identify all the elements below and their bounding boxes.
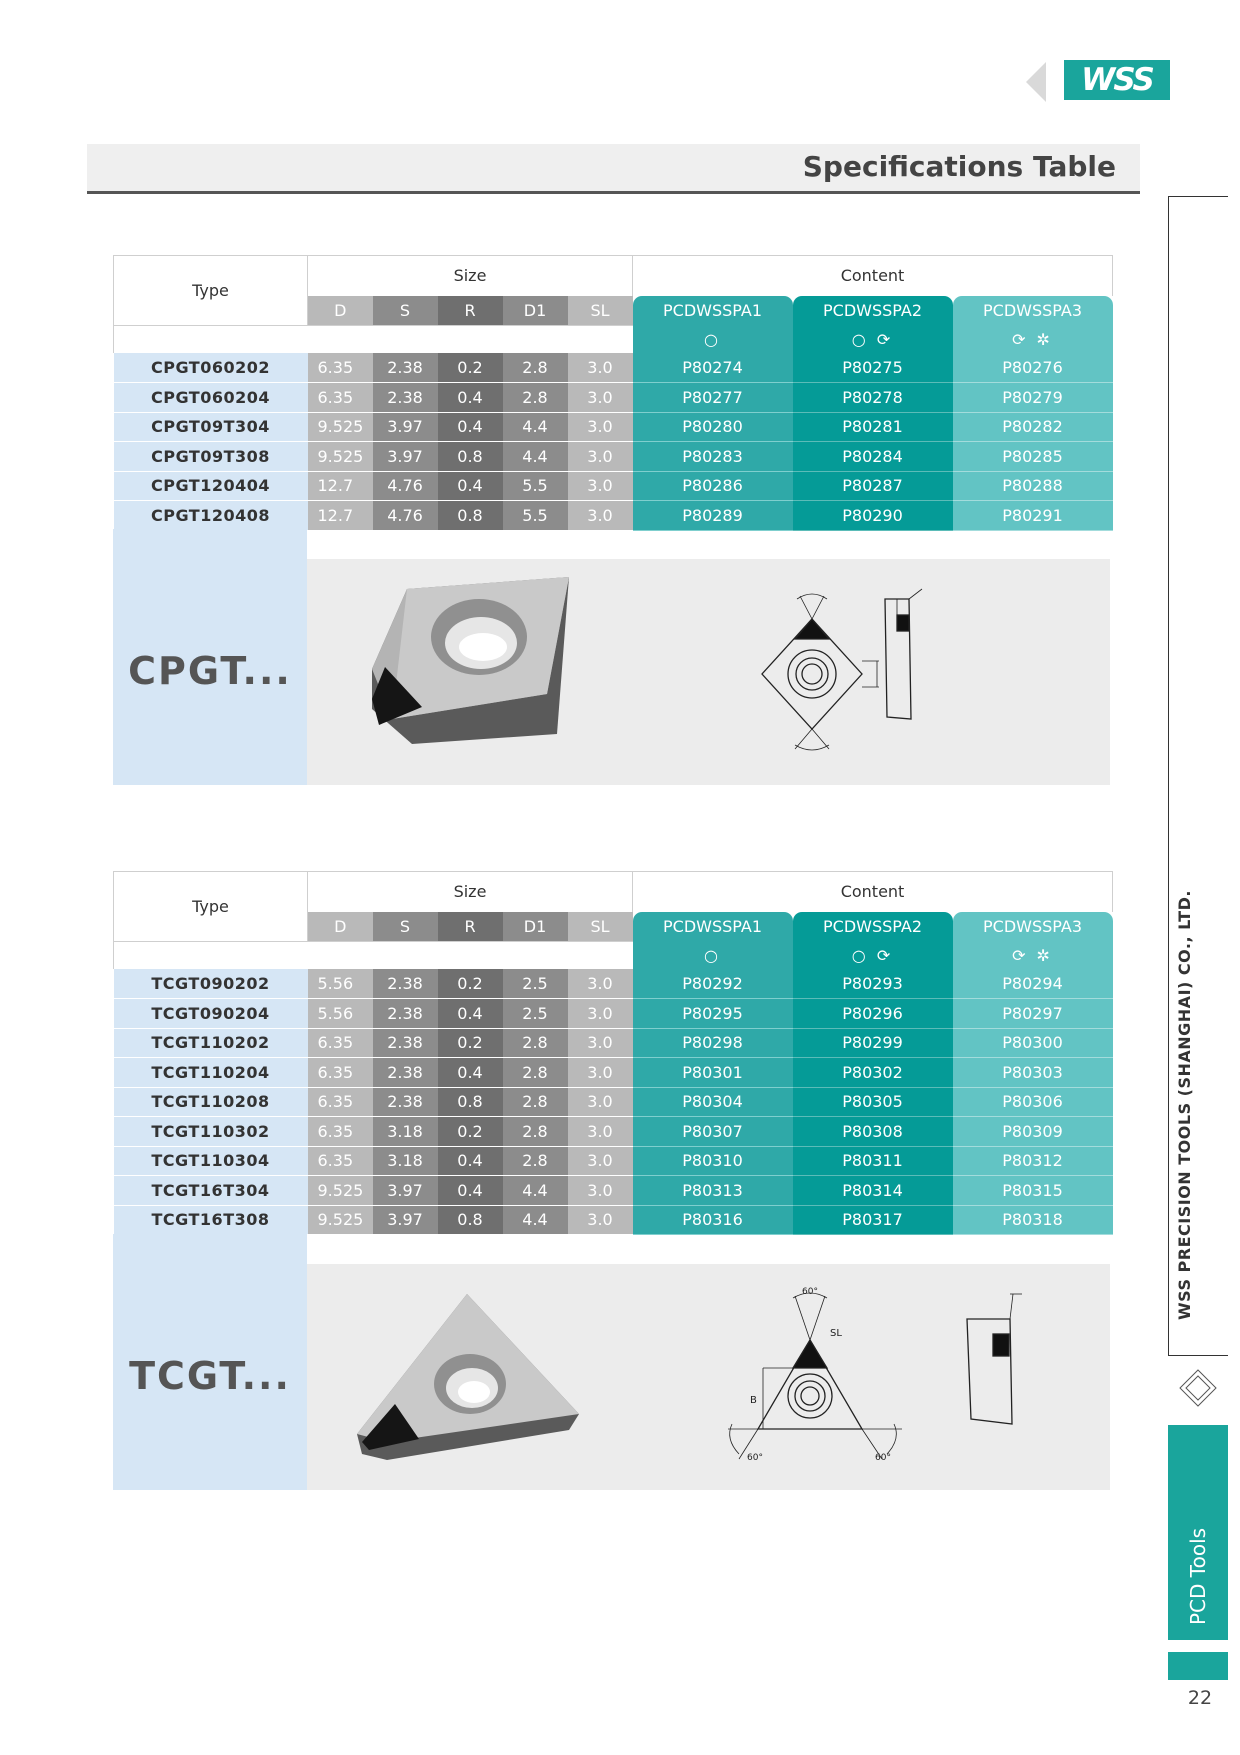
cell-type: TCGT16T308 <box>114 1205 308 1235</box>
cell-pa1: P80310 <box>633 1146 793 1176</box>
cell-type: TCGT090202 <box>114 969 308 999</box>
header-type: Type <box>114 872 308 942</box>
cell-pa1: P80277 <box>633 383 793 413</box>
cell-d: 6.35 <box>308 1028 373 1058</box>
table-row <box>114 999 1113 1029</box>
tcgt-insert-render <box>357 1294 579 1460</box>
table-rows <box>114 353 1113 530</box>
cell-pa3: P80315 <box>953 1176 1113 1206</box>
cell-d: 5.56 <box>308 969 373 999</box>
header-s: S <box>373 912 438 942</box>
cell-type: TCGT090204 <box>114 999 308 1029</box>
cell-type: CPGT09T304 <box>114 412 308 442</box>
cell-r: 0.8 <box>438 442 503 472</box>
cell-pa3: P80300 <box>953 1028 1113 1058</box>
cell-pa3: P80303 <box>953 1058 1113 1088</box>
cell-d1: 2.8 <box>503 1028 568 1058</box>
cell-pa3: P80282 <box>953 412 1113 442</box>
cell-d1: 4.4 <box>503 412 568 442</box>
cell-type: TCGT110208 <box>114 1087 308 1117</box>
diamond-icon <box>1178 1368 1218 1408</box>
cell-pa3: P80288 <box>953 471 1113 501</box>
cell-r: 0.4 <box>438 999 503 1029</box>
cell-pa1: P80286 <box>633 471 793 501</box>
cell-d1: 2.5 <box>503 969 568 999</box>
wss-logo: WSS <box>1064 60 1170 100</box>
cell-sl: 3.0 <box>568 442 633 472</box>
blank-cell <box>114 325 633 353</box>
cell-r: 0.4 <box>438 471 503 501</box>
cell-pa2: P80290 <box>793 501 953 531</box>
cell-s: 2.38 <box>373 383 438 413</box>
logo-arrow-decoration <box>1026 62 1046 102</box>
header-size: Size <box>308 256 633 296</box>
cell-r: 0.4 <box>438 1146 503 1176</box>
cell-pa2: P80278 <box>793 383 953 413</box>
tcgt-angle-right: 60° <box>875 1453 891 1463</box>
header-d: D <box>308 296 373 326</box>
cell-pa2: P80302 <box>793 1058 953 1088</box>
cell-d1: 4.4 <box>503 1205 568 1235</box>
cell-type: TCGT16T304 <box>114 1176 308 1206</box>
cell-pa2: P80317 <box>793 1205 953 1235</box>
cell-pa2: P80311 <box>793 1146 953 1176</box>
header-grade-pa2: PCDWSSPA2 <box>793 912 953 942</box>
cell-pa3: P80297 <box>953 999 1113 1029</box>
cell-sl: 3.0 <box>568 353 633 383</box>
cell-pa2: P80308 <box>793 1117 953 1147</box>
table-row <box>114 1087 1113 1117</box>
tcgt-angle-left: 60° <box>747 1453 763 1463</box>
cell-s: 3.18 <box>373 1146 438 1176</box>
cell-type: CPGT060204 <box>114 383 308 413</box>
cell-type: TCGT110204 <box>114 1058 308 1088</box>
cell-r: 0.4 <box>438 412 503 442</box>
cell-pa1: P80283 <box>633 442 793 472</box>
header-d: D <box>308 912 373 942</box>
cell-s: 4.76 <box>373 501 438 531</box>
cell-sl: 3.0 <box>568 999 633 1029</box>
grade-icon-pa1: ○ <box>633 325 793 353</box>
header-body <box>114 256 1113 354</box>
header-d1: D1 <box>503 912 568 942</box>
cell-r: 0.2 <box>438 969 503 999</box>
cell-pa3: P80276 <box>953 353 1113 383</box>
cell-r: 0.2 <box>438 1028 503 1058</box>
table-row <box>114 471 1113 501</box>
tcgt-drawings <box>307 1264 1110 1490</box>
cell-type: CPGT060202 <box>114 353 308 383</box>
cell-sl: 3.0 <box>568 1176 633 1206</box>
cell-d: 6.35 <box>308 1117 373 1147</box>
cell-r: 0.4 <box>438 1176 503 1206</box>
cell-type: TCGT110302 <box>114 1117 308 1147</box>
cpgt-top-view <box>762 594 879 750</box>
cell-s: 2.38 <box>373 1058 438 1088</box>
cell-s: 2.38 <box>373 353 438 383</box>
sidebar-section-label: PCD Tools <box>1186 1527 1210 1625</box>
cell-r: 0.8 <box>438 1087 503 1117</box>
grade-icon-pa2: ○ ⟳ <box>793 325 953 353</box>
header-s: S <box>373 296 438 326</box>
tcgt-image-panel <box>307 1264 1110 1490</box>
cell-pa1: P80307 <box>633 1117 793 1147</box>
cell-pa1: P80280 <box>633 412 793 442</box>
cell-d: 5.56 <box>308 999 373 1029</box>
cell-s: 3.97 <box>373 442 438 472</box>
cpgt-drawings <box>307 559 1110 785</box>
cell-d1: 5.5 <box>503 471 568 501</box>
cpgt-insert-render <box>372 577 569 744</box>
blank-cell <box>114 941 633 969</box>
grade-icon-pa3: ⟳ ✲ <box>953 325 1113 353</box>
cell-pa3: P80312 <box>953 1146 1113 1176</box>
cell-d: 9.525 <box>308 412 373 442</box>
table-row <box>114 501 1113 531</box>
header-content: Content <box>633 872 1113 912</box>
cell-pa3: P80279 <box>953 383 1113 413</box>
cell-pa1: P80304 <box>633 1087 793 1117</box>
tcgt-side-view <box>967 1294 1022 1424</box>
header-d1: D1 <box>503 296 568 326</box>
cpgt-label-panel <box>113 529 307 785</box>
cell-pa3: P80318 <box>953 1205 1113 1235</box>
cell-s: 4.76 <box>373 471 438 501</box>
sidebar-section-tab <box>1168 1425 1228 1640</box>
cell-d1: 2.8 <box>503 1117 568 1147</box>
cell-pa1: P80289 <box>633 501 793 531</box>
table-row <box>114 1058 1113 1088</box>
sidebar-company-name: WSS PRECISION TOOLS (SHANGHAI) CO., LTD. <box>1175 890 1194 1320</box>
cell-s: 3.18 <box>373 1117 438 1147</box>
header-r: R <box>438 912 503 942</box>
cell-r: 0.2 <box>438 353 503 383</box>
table-row <box>114 353 1113 383</box>
cell-r: 0.2 <box>438 1117 503 1147</box>
cell-pa2: P80287 <box>793 471 953 501</box>
spec-table-tcgt <box>113 871 1113 1235</box>
grade-icon-pa1: ○ <box>633 941 793 969</box>
cell-pa3: P80306 <box>953 1087 1113 1117</box>
header-body <box>114 872 1113 970</box>
grade-icon-pa3: ⟳ ✲ <box>953 941 1113 969</box>
cell-d: 6.35 <box>308 1058 373 1088</box>
cell-sl: 3.0 <box>568 1205 633 1235</box>
cell-sl: 3.0 <box>568 501 633 531</box>
table-rows <box>114 969 1113 1235</box>
table-row <box>114 1176 1113 1206</box>
cell-d: 6.35 <box>308 1087 373 1117</box>
page-number: 22 <box>1187 1687 1213 1709</box>
cell-d1: 2.8 <box>503 1146 568 1176</box>
cell-pa3: P80285 <box>953 442 1113 472</box>
table-row <box>114 1205 1113 1235</box>
cell-d: 9.525 <box>308 1205 373 1235</box>
cell-d1: 5.5 <box>503 501 568 531</box>
cell-d1: 2.8 <box>503 1087 568 1117</box>
cell-pa2: P80299 <box>793 1028 953 1058</box>
cell-pa1: P80274 <box>633 353 793 383</box>
header-type: Type <box>114 256 308 326</box>
table-row <box>114 442 1113 472</box>
cell-pa2: P80305 <box>793 1087 953 1117</box>
cell-r: 0.8 <box>438 501 503 531</box>
cell-pa3: P80309 <box>953 1117 1113 1147</box>
cell-d: 12.7 <box>308 471 373 501</box>
cell-pa2: P80314 <box>793 1176 953 1206</box>
header-grade-pa3: PCDWSSPA3 <box>953 296 1113 326</box>
cell-type: CPGT120408 <box>114 501 308 531</box>
tcgt-dim-b: B <box>750 1395 757 1406</box>
cell-r: 0.8 <box>438 1205 503 1235</box>
header-content: Content <box>633 256 1113 296</box>
cpgt-image-panel <box>307 559 1110 785</box>
cell-pa1: P80295 <box>633 999 793 1029</box>
header-grade-pa1: PCDWSSPA1 <box>633 296 793 326</box>
page-title: Specifications Table <box>802 150 1116 183</box>
cell-pa2: P80293 <box>793 969 953 999</box>
cell-r: 0.4 <box>438 383 503 413</box>
cell-pa2: P80284 <box>793 442 953 472</box>
cell-pa1: P80292 <box>633 969 793 999</box>
cell-sl: 3.0 <box>568 969 633 999</box>
table-row <box>114 1146 1113 1176</box>
cell-sl: 3.0 <box>568 1117 633 1147</box>
cell-s: 2.38 <box>373 969 438 999</box>
tcgt-label: TCGT... <box>129 1354 291 1398</box>
cell-d1: 4.4 <box>503 442 568 472</box>
header-grade-pa2: PCDWSSPA2 <box>793 296 953 326</box>
cell-d: 6.35 <box>308 353 373 383</box>
cell-d: 6.35 <box>308 1146 373 1176</box>
cell-s: 2.38 <box>373 999 438 1029</box>
tcgt-label-panel <box>113 1234 307 1490</box>
cell-s: 2.38 <box>373 1028 438 1058</box>
cpgt-side-view <box>885 589 922 719</box>
cell-pa2: P80296 <box>793 999 953 1029</box>
header-grade-pa1: PCDWSSPA1 <box>633 912 793 942</box>
cell-d: 9.525 <box>308 442 373 472</box>
cell-sl: 3.0 <box>568 1087 633 1117</box>
cell-d1: 2.5 <box>503 999 568 1029</box>
cell-sl: 3.0 <box>568 1028 633 1058</box>
spec-table-cpgt <box>113 255 1113 531</box>
cell-pa1: P80316 <box>633 1205 793 1235</box>
cell-r: 0.4 <box>438 1058 503 1088</box>
cell-pa3: P80294 <box>953 969 1113 999</box>
cell-pa1: P80298 <box>633 1028 793 1058</box>
cell-s: 3.97 <box>373 412 438 442</box>
cpgt-label: CPGT... <box>128 649 292 693</box>
tcgt-angle-top: 60° <box>802 1287 818 1297</box>
header-grade-pa3: PCDWSSPA3 <box>953 912 1113 942</box>
cell-type: CPGT120404 <box>114 471 308 501</box>
cell-sl: 3.0 <box>568 383 633 413</box>
cell-d1: 2.8 <box>503 383 568 413</box>
cell-pa1: P80313 <box>633 1176 793 1206</box>
cell-s: 3.97 <box>373 1176 438 1206</box>
cell-pa3: P80291 <box>953 501 1113 531</box>
tcgt-top-view <box>728 1293 902 1459</box>
cell-type: TCGT110202 <box>114 1028 308 1058</box>
table-row <box>114 1117 1113 1147</box>
cell-d: 12.7 <box>308 501 373 531</box>
tcgt-dim-sl: SL <box>830 1328 842 1339</box>
cell-pa2: P80281 <box>793 412 953 442</box>
cell-pa2: P80275 <box>793 353 953 383</box>
table-row <box>114 383 1113 413</box>
cell-d: 9.525 <box>308 1176 373 1206</box>
cell-type: CPGT09T308 <box>114 442 308 472</box>
cell-sl: 3.0 <box>568 412 633 442</box>
table-row <box>114 969 1113 999</box>
cell-s: 3.97 <box>373 1205 438 1235</box>
header-size: Size <box>308 872 633 912</box>
table-row <box>114 1028 1113 1058</box>
header-sl: SL <box>568 912 633 942</box>
table-row <box>114 412 1113 442</box>
header-r: R <box>438 296 503 326</box>
cell-s: 2.38 <box>373 1087 438 1117</box>
cell-pa1: P80301 <box>633 1058 793 1088</box>
cell-d: 6.35 <box>308 383 373 413</box>
cell-sl: 3.0 <box>568 1058 633 1088</box>
cell-d1: 2.8 <box>503 353 568 383</box>
sidebar-tab-marker <box>1168 1652 1228 1680</box>
header-sl: SL <box>568 296 633 326</box>
cell-sl: 3.0 <box>568 1146 633 1176</box>
cell-d1: 2.8 <box>503 1058 568 1088</box>
grade-icon-pa2: ○ ⟳ <box>793 941 953 969</box>
title-bar <box>87 144 1140 194</box>
cell-sl: 3.0 <box>568 471 633 501</box>
cell-type: TCGT110304 <box>114 1146 308 1176</box>
cell-d1: 4.4 <box>503 1176 568 1206</box>
